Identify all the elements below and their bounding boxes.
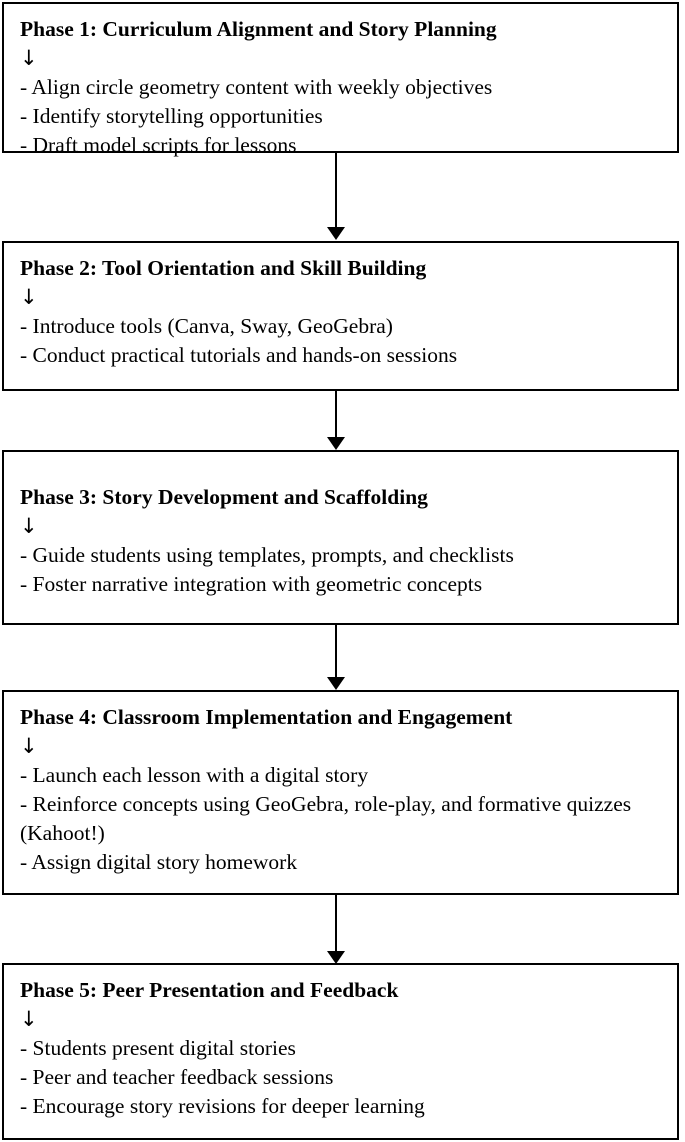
phase-1-item-3: - Draft model scripts for lessons	[20, 133, 297, 157]
phase-1-item-2: - Identify storytelling opportunities	[20, 104, 323, 128]
phase-3-box	[2, 450, 679, 625]
phase-4-title: Phase 4: Classroom Implementation and Engagement	[20, 705, 513, 729]
phase-5-item-1: - Students present digital stories	[20, 1036, 296, 1060]
connector-line-3-4	[335, 625, 337, 677]
phase-5-item-2: - Peer and teacher feedback sessions	[20, 1065, 334, 1089]
arrowhead-2-3	[327, 437, 345, 450]
phase-3-item-1: - Guide students using templates, prompts, and checklists	[20, 543, 514, 567]
phase-4-item-3: - Assign digital story homework	[20, 850, 298, 874]
phase-3-title: Phase 3: Story Development and Scaffolding	[20, 485, 428, 509]
phase-1-item-1: - Align circle geometry content with weekly objectives	[20, 75, 493, 99]
phase-2-item-1: - Introduce tools (Canva, Sway, GeoGebra)	[20, 314, 393, 338]
phase-5-item-3: - Encourage story revisions for deeper learning	[20, 1094, 425, 1118]
phase-2-box	[2, 241, 679, 391]
phase-2-item-2: - Conduct practical tutorials and hands-on sessions	[20, 343, 458, 367]
phase-4-item-1: - Launch each lesson with a digital story	[20, 763, 369, 787]
down-arrow-icon: ↓	[20, 734, 38, 758]
down-arrow-icon: ↓	[20, 46, 38, 70]
phase-1-box	[2, 2, 679, 157]
down-arrow-icon: ↓	[20, 1007, 38, 1031]
connector-line-2-3	[335, 391, 337, 437]
phase-4-item-2: - Reinforce concepts using GeoGebra, role-play, and formative quizzes (Kahoot!)	[20, 792, 632, 845]
connector-line-4-5	[335, 895, 337, 951]
phase-5-title: Phase 5: Peer Presentation and Feedback	[20, 978, 399, 1002]
arrowhead-1-2	[327, 227, 345, 240]
down-arrow-icon: ↓	[20, 514, 38, 538]
phase-4-box	[2, 690, 679, 895]
phase-3-item-2: - Foster narrative integration with geometric concepts	[20, 572, 483, 596]
phase-1-title: Phase 1: Curriculum Alignment and Story Planning	[20, 17, 497, 41]
phase-2-title: Phase 2: Tool Orientation and Skill Building	[20, 256, 427, 280]
phase-5-box	[2, 963, 679, 1140]
arrowhead-3-4	[327, 677, 345, 690]
down-arrow-icon: ↓	[20, 285, 38, 309]
connector-line-1-2	[335, 153, 337, 227]
